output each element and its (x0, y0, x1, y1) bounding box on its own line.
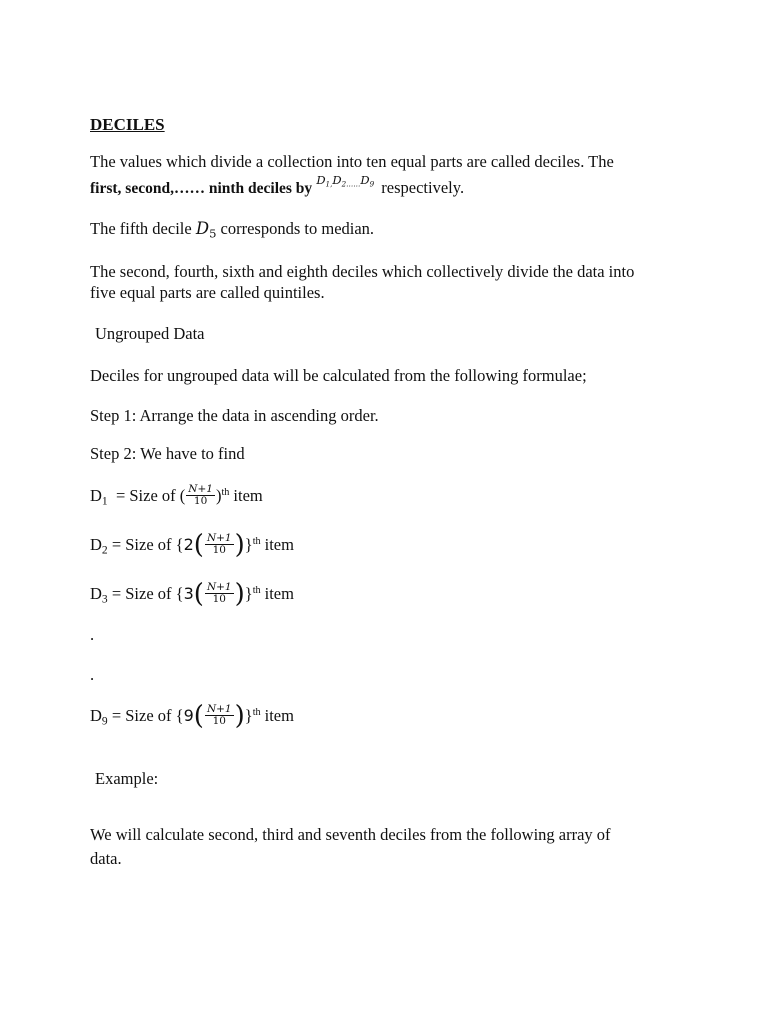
subscript: 1 (101, 495, 108, 508)
superscript: th (252, 585, 261, 596)
paragraph-line (90, 218, 374, 244)
ellipsis-dot: . (90, 665, 95, 684)
bold-phrase: first, second,…… ninth deciles by (90, 180, 313, 197)
step-line: Step 2: We have to find (90, 444, 245, 463)
decile-symbols (316, 170, 374, 194)
subscript: 9 (369, 179, 375, 189)
page-title: DECILES (90, 115, 165, 134)
formula-row: $D_9$ = Size of {9( $\frac{N+1}{10}$ )}$^{th}$ item (90, 701, 294, 732)
subscript: 9 (101, 715, 108, 728)
paragraph-text: The fifth decile (90, 219, 192, 238)
subscript: 2 (101, 544, 108, 557)
formula-row: $D_1$ = Size of ( $\frac{N+1}{10}$ )$^{th}$ item (90, 482, 263, 508)
paragraph-line: data. (90, 849, 122, 868)
paragraph-line: five equal parts are called quintiles. (90, 283, 325, 302)
step-line: Step 1: Arrange the data in ascending order. (90, 406, 379, 425)
superscript: th (221, 487, 230, 498)
subscript: 2…… (341, 179, 361, 189)
formula-row: $D_3$ = Size of {3( $\frac{N+1}{10}$ )}$^{th}$ item (90, 579, 294, 610)
section-heading: Example: (95, 769, 159, 788)
subscript: 3 (101, 593, 108, 606)
formula-row: $D_2$ = Size of {2( $\frac{N+1}{10}$ )}$^{th}$ item (90, 530, 294, 561)
paragraph-line: We will calculate second, third and seventh deciles from the following array of (90, 825, 611, 844)
subscript: 1, (325, 179, 333, 189)
paragraph-line: The second, fourth, sixth and eighth deciles which collectively divide the data into (90, 262, 635, 281)
coefficient: 9 (183, 706, 194, 726)
fraction: $\frac{N+1}{10}$ (206, 702, 232, 727)
ellipsis-dot: . (90, 625, 95, 644)
paragraph-line: The values which divide a collection into ten equal parts are called deciles. The (90, 152, 614, 171)
symbol-d9: D (360, 173, 370, 187)
fraction: $\frac{N+1}{10}$ (206, 580, 232, 605)
symbol-d1: D (316, 173, 326, 187)
superscript: th (252, 536, 261, 547)
superscript: th (252, 707, 261, 718)
coefficient: 3 (183, 584, 194, 604)
paragraph-line: Deciles for ungrouped data will be calculated from the following formulae; (90, 366, 587, 385)
coefficient: 2 (183, 535, 194, 555)
fraction: $\frac{N+1}{10}$ (188, 482, 213, 507)
fraction: $\frac{N+1}{10}$ (206, 531, 232, 556)
subscript: 5 (209, 226, 217, 241)
paragraph-line (90, 173, 465, 203)
symbol-d2: D (332, 173, 342, 187)
section-heading: Ungrouped Data (95, 324, 205, 343)
symbol-d5: $D_5$ (195, 219, 217, 241)
paragraph-text: corresponds to median. (220, 219, 375, 238)
paragraph-text: respectively. (381, 178, 465, 197)
